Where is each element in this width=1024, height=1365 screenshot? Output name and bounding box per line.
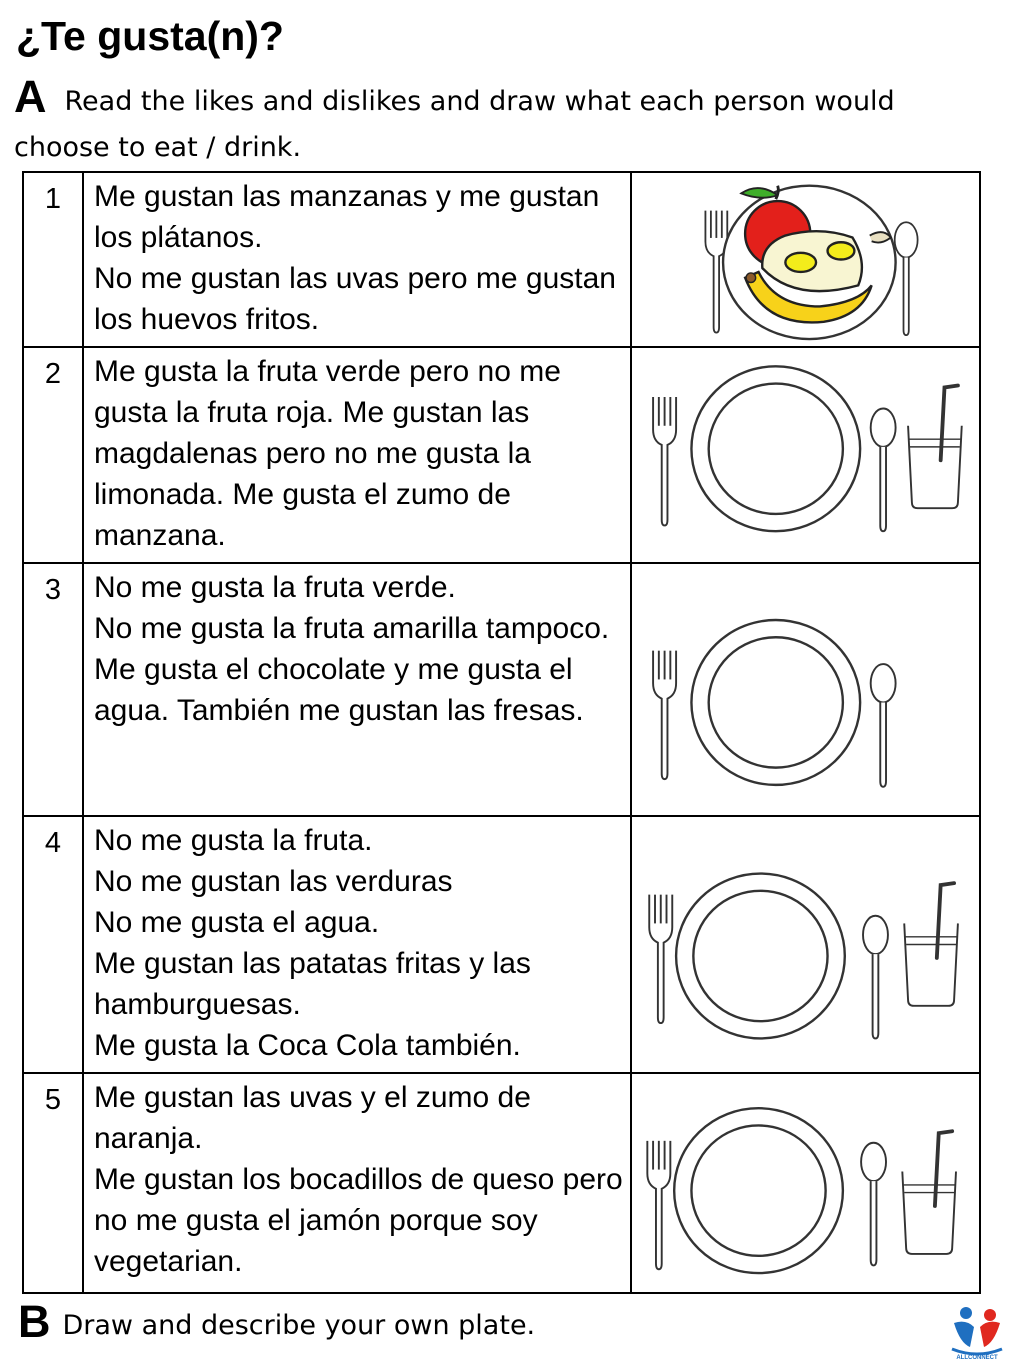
row-number: 5 xyxy=(23,1073,83,1293)
section-b-text: Draw and describe your own plate. xyxy=(62,1310,536,1341)
drawing-area[interactable] xyxy=(631,816,980,1073)
row-line: Me gusta la Coca Cola también. xyxy=(94,1029,521,1062)
section-a-instructions xyxy=(14,71,974,171)
table-row xyxy=(23,1073,980,1293)
row-line: Me gustan las manzanas y me gustan los plátanos. xyxy=(94,180,600,254)
plate-with-fruit-and-eggs-icon xyxy=(632,173,979,346)
worksheet-table xyxy=(22,171,981,1294)
row-number: 1 xyxy=(23,172,83,347)
row-text xyxy=(83,172,631,347)
table-row xyxy=(23,816,980,1073)
drawing-area[interactable] xyxy=(631,1073,980,1293)
row-line: No me gusta la fruta. xyxy=(94,824,373,857)
section-b-instructions xyxy=(18,1296,535,1348)
section-b-letter: B xyxy=(18,1296,51,1347)
row-text xyxy=(83,1073,631,1293)
logo-text: ALLCONNECT xyxy=(956,1355,998,1361)
row-line: No me gusta la fruta amarilla tampoco. xyxy=(94,612,610,645)
empty-plate-with-drink-icon xyxy=(632,817,979,1072)
row-line: No me gusta el agua. xyxy=(94,906,380,939)
empty-plate-with-drink-icon xyxy=(632,348,979,562)
row-text xyxy=(83,347,631,563)
allconnect-logo-icon xyxy=(944,1303,1010,1361)
drawing-area[interactable] xyxy=(631,172,980,347)
row-number: 4 xyxy=(23,816,83,1073)
section-a-text: Read the likes and dislikes and draw what each person would choose to eat / drink. xyxy=(14,86,895,163)
row-line: No me gustan las uvas pero me gustan los huevos fritos. xyxy=(94,262,616,336)
row-number: 2 xyxy=(23,347,83,563)
table-row xyxy=(23,347,980,563)
section-a-letter: A xyxy=(14,71,47,122)
drawing-area[interactable] xyxy=(631,347,980,563)
table-row xyxy=(23,172,980,347)
row-number: 3 xyxy=(23,563,83,816)
row-text xyxy=(83,563,631,816)
row-line: No me gusta la fruta verde. xyxy=(94,571,456,604)
row-line: Me gustan los bocadillos de queso pero no me gusta el jamón porque soy vegetarian. xyxy=(94,1163,623,1278)
page-title: ¿Te gusta(n)? xyxy=(16,13,284,59)
row-line: No me gustan las verduras xyxy=(94,865,453,898)
row-line: Me gusta el chocolate y me gusta el agua. También me gustan las fresas. xyxy=(94,653,584,727)
empty-plate-with-drink-icon xyxy=(632,1074,979,1292)
row-line: Me gustan las patatas fritas y las hamburguesas. xyxy=(94,947,531,1021)
empty-plate-icon xyxy=(632,564,979,815)
drawing-area[interactable] xyxy=(631,563,980,816)
row-line: Me gusta la fruta verde pero no me gusta la fruta roja. Me gustan las magdalenas pero no me gusta la limonada. Me gusta el zumo de manzana. xyxy=(94,355,561,552)
row-text xyxy=(83,816,631,1073)
row-line: Me gustan las uvas y el zumo de naranja. xyxy=(94,1081,531,1155)
table-row xyxy=(23,563,980,816)
